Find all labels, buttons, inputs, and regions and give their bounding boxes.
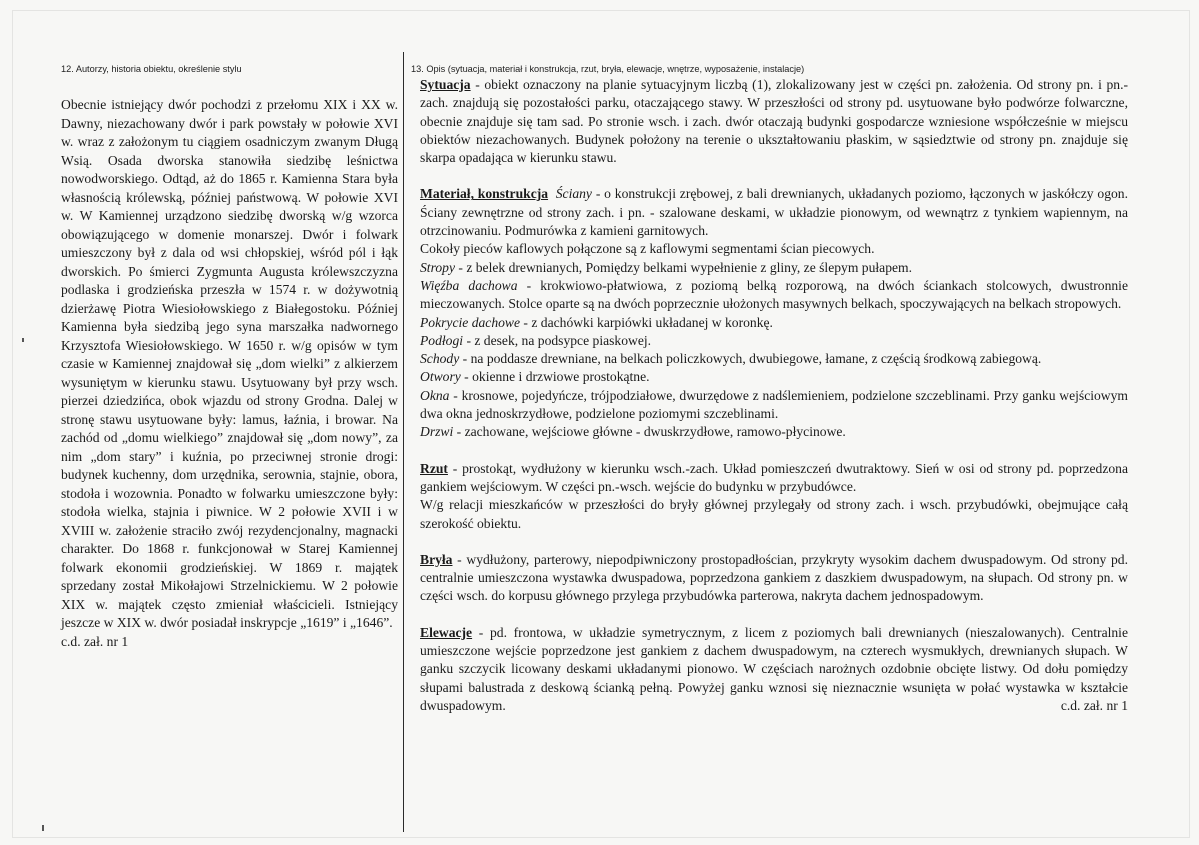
schody-label: Schody — [420, 351, 460, 367]
sytuacja-paragraph — [420, 76, 1128, 167]
elewacje-continued-note: c.d. zał. nr 1 — [1060, 697, 1128, 713]
rzut-paragraph — [420, 460, 1128, 497]
material-heading: Materiał, konstrukcja — [420, 186, 549, 202]
wiezba-line — [420, 277, 1128, 314]
podlogi-label: Podłogi — [420, 332, 464, 348]
section-12-header: 12. Autorzy, historia obiektu, określenie stylu — [61, 64, 242, 74]
wiezba-label: Więźba dachowa — [420, 277, 518, 293]
schody-line — [420, 350, 1128, 368]
history-column — [61, 96, 398, 651]
sytuacja-text: - obiekt oznaczony na planie sytuacyjnym liczbą (1), zlokalizowany jest w części pn. założenia. Od strony pn. i pn.-zach. znajdują się pozostałości parku, otaczającego stawy. W przeszłości od strony pd. usytuowane było podwórze folwarczne, obecnie znajduje się tam sad. Po stronie wsch. i zach. dwór otaczają budynki gospodarcze wzniesione współcześnie w miejscu obiektów niezachowanych. Budynek położony na terenie o ukształtowaniu płaskim, w sąsiedztwie od strony pn. znajduje się skarpa opadająca w kierunku stawu. — [420, 77, 1128, 166]
bryla-paragraph — [420, 551, 1128, 606]
stropy-label: Stropy — [420, 259, 455, 275]
material-paragraph — [420, 185, 1128, 240]
okna-label: Okna — [420, 387, 450, 403]
drzwi-line — [420, 423, 1128, 441]
okna-text: - krosnowe, pojedyńcze, trójpodziałowe, dwurzędowe z nadślemieniem, podzielone szczeblinami. Przy ganku wejściowym dwa okna jednoskrzydłowe, podzielone poziomymi szczeblinami. — [420, 387, 1128, 422]
column-divider — [403, 52, 404, 832]
sytuacja-heading: Sytuacja — [420, 77, 471, 92]
sciany-text: - o konstrukcji zrębowej, z bali drewnianych, układanych poziomo, łączonych w jaskółczy ogon. Ściany zewnętrzne od strony zach. i pn. - szalowane deskami, w układzie pionowym, od wewnątrz z tynkiem wapiennym, na otrzcinowaniu. Podmurówka z kamieni garnitowych. — [420, 186, 1129, 239]
rzut-heading: Rzut — [420, 460, 448, 476]
scan-mark — [42, 825, 44, 831]
section-13-header: 13. Opis (sytuacja, materiał i konstrukcja, rzut, bryła, elewacje, wnętrze, wyposażenie, instalacje) — [411, 64, 805, 74]
pokrycie-line — [420, 314, 1128, 332]
elewacje-heading: Elewacje — [420, 624, 473, 640]
scan-mark — [22, 338, 24, 342]
wiezba-text: - krokwiowo-płatwiowa, z poziomą belką rozporową, na dwóch ściankach stolcowych, dwustronnie mieczowanych. Stolce oparte są na dwóch poprzecznie ułożonych masywnych belkach, spoczywających na belkach stropowych. — [420, 277, 1128, 312]
elewacje-paragraph — [420, 624, 1128, 715]
bryla-heading: Bryła — [420, 551, 453, 567]
drzwi-text: - zachowane, wejściowe główne - dwuskrzydłowe, ramowo-płycinowe. — [453, 424, 846, 440]
stropy-text: - z belek drewnianych, Pomiędzy belkami wypełnienie z gliny, ze ślepym pułapem. — [455, 259, 913, 275]
podlogi-line — [420, 332, 1128, 350]
description-column — [420, 76, 1128, 715]
schody-text: - na poddasze drewniane, na belkach policzkowych, dwubiegowe, łamane, z częścią środkową zabiegową. — [459, 351, 1042, 367]
bryla-text: - wydłużony, parterowy, niepodpiwniczony prostopadłościan, przykryty wysokim dachem dwuspadowym. Od strony pd. centralnie umieszczona wystawka dwuspadowa, poprzedzona gankiem z daszkiem dwuspadowym, na słupach. Od strony pn. w części wsch. do korpusu głównego przylega przybudówka parterowa, nakryta dachem jednospadowym. — [420, 551, 1128, 604]
pokrycie-text: - z dachówki karpiówki układanej w koronkę. — [520, 314, 773, 330]
elewacje-text: - pd. frontowa, w układzie symetrycznym, z licem z poziomych bali drewnianych (nieszalowanych). Centralnie umieszczone wejście poprzedzone jest gankiem z dachem dwuspadowym, na czterech wysmukłych, drewnianych słupach. W ganku szczycik licowany deskami układanymi pionowo. W częściach narożnych ozdobnie obcięte listwy. Od dołu pomiędzy słupami balustrada z deskową ścianką pełną. Powyżej ganku wznosi się nieznacznie wsunięta w połać wystawka w kształcie dwuspadowym. — [420, 624, 1128, 713]
pokrycie-label: Pokrycie dachowe — [420, 314, 521, 330]
otwory-label: Otwory — [420, 369, 461, 385]
sciany-label: Ściany — [555, 186, 592, 202]
cokoly-line: Cokoły pieców kaflowych połączone są z kaflowymi segmentami ścian piecowych. — [420, 241, 875, 257]
rzut-text: - prostokąt, wydłużony w kierunku wsch.-zach. Układ pomieszczeń dwutraktowy. Sień w osi od strony pd. poprzedzona gankiem wejściowym. W części pn.-wsch. wejście do budynku w przybudówce. — [420, 460, 1128, 494]
stropy-line — [420, 259, 1128, 277]
podlogi-text: - z desek, na podsypce piaskowej. — [463, 332, 652, 348]
otwory-line — [420, 368, 1128, 386]
rzut-text-2: W/g relacji mieszkańców w przeszłości do bryły głównej przylegały od strony zach. i wsch. przybudówki, obejmujące całą szerokość obiektu. — [420, 497, 1128, 531]
otwory-text: - okienne i drzwiowe prostokątne. — [460, 369, 650, 385]
history-text: Obecnie istniejący dwór pochodzi z przełomu XIX i XX w. Dawny, niezachowany dwór i park powstały w połowie XVI w. wraz z założonym tu ciągiem osadniczym zwanym Długą Wsią. Osada dworska stanowiła siedzibę leśnictwa nowodworskiego. Odtąd, aż do 1865 r. Kamienna Stara była własnością królewską, później państwową. W połowie XVI w. W Kamiennej urządzono siedzibę dworską w/g wzorca obowiązującego w domenie monarszej. Dwór i folwark umieszczony był z dala od wsi chłopskiej, wśród pól i łąk dworskich. Po śmierci Zygmunta Augusta królewszczyzna podlaska i grodzieńska przeszła w 1574 r. w dożywotnią dzierżawę Piotra Wiesiołowskiego z Białegostoku. Później Kamienna była siedzibą jego syna marszałka nadwornego Krzysztofa Wiesiołowskiego. W 1650 r. w/g opisów w tym czasie w Kamiennej znajdował się „dom wielki” z alkierzem wysuniętym w kierunku stawu. Usytuowany był przy wsch. pierzei dziedzińca, obok wjazdu od strony Grodna. Dalej w stronę stawu usytuowane były: lamus, łaźnia, i browar. Na zachód od „domu wielkiego” znajdował się „dom nowy”, za nim „dom stary” i kuźnia, po przeciwnej stronie drogi: budynek kuchenny, dom urzędnika, serownia, stajnie, obora, stodoła i wozownia. Ponadto w folwarku umieszczone były: stodoła wielka, stajnia i piwnice. W 2 połowie XVII i w XVIII w. założenie straciło zwój rezydencjonalny, magnacki charakter. Do 1868 r. funkcjonował w Starej Kamiennej folwark ekonomii grodzieńskiej. W 1869 r. majątek sprzedany został Mikołajowi Strzelnickiemu. W 2 połowie XIX w. majątek często zmieniał właścicieli. Istniejący jeszcze w XIX w. dwór posiadał inskrypcje „1619” i „1646”. — [61, 97, 398, 630]
okna-line — [420, 387, 1128, 424]
history-continued-note: c.d. zał. nr 1 — [61, 633, 129, 649]
drzwi-label: Drzwi — [420, 424, 454, 440]
